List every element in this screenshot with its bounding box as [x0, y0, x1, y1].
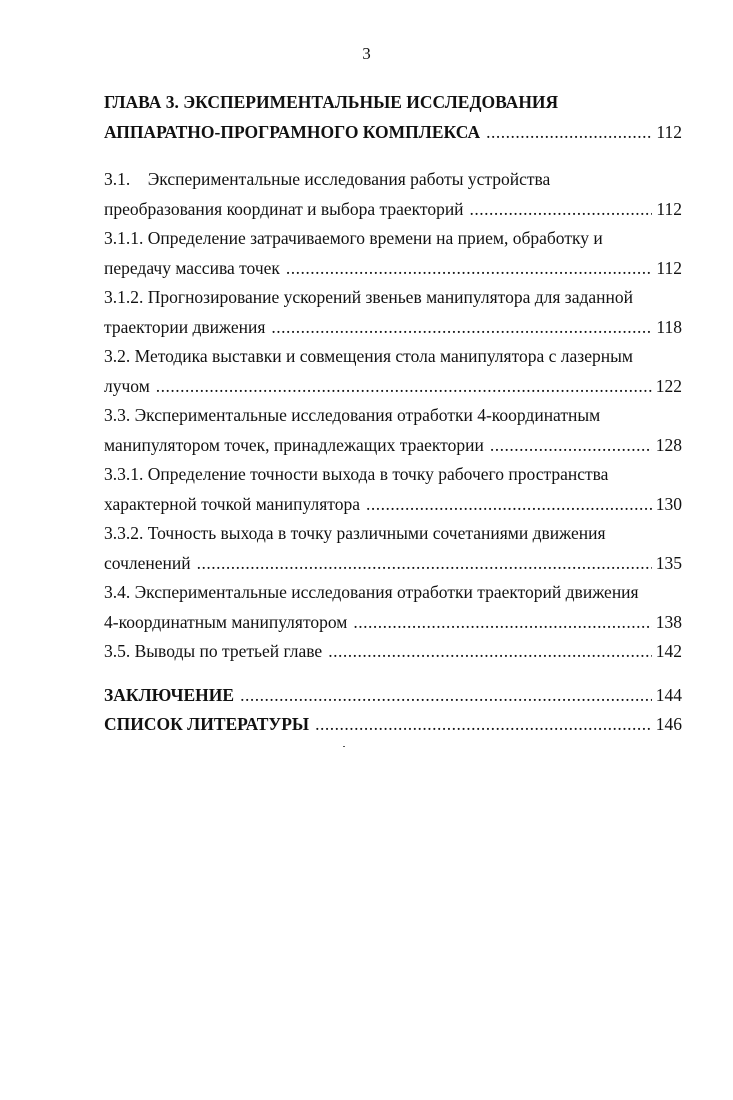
scan-speck — [343, 746, 345, 747]
toc-entry-text: АППАРАТНО-ПРОГРАМНОГО КОМПЛЕКСА — [104, 121, 481, 142]
toc-page-number: 138 — [655, 611, 682, 632]
table-of-contents — [104, 88, 682, 740]
toc-entry-text: преобразования координат и выбора траекторий — [104, 198, 464, 219]
toc-entry-text: манипулятором точек, принадлежащих траектории — [104, 434, 484, 455]
toc-entry-text: характерной точкой манипулятора — [104, 493, 360, 514]
toc-section-3-3-1 — [104, 460, 682, 519]
toc-entry-text: 3.4. Экспериментальные исследования отработки траекторий движения — [104, 582, 639, 602]
dot-leader — [486, 118, 652, 148]
dot-leader — [470, 195, 653, 225]
toc-chapter-3 — [104, 88, 682, 147]
toc-entry-text: траектории движения — [104, 316, 266, 337]
toc-section-3-1-2 — [104, 283, 682, 342]
dot-leader — [366, 490, 652, 520]
toc-section-3-4 — [104, 578, 682, 637]
toc-entry-text: 3.1.2. Прогнозирование ускорений звеньев манипулятора для заданной — [104, 287, 633, 307]
dot-leader — [286, 254, 652, 284]
toc-page-number: 130 — [655, 493, 682, 514]
dot-leader — [490, 431, 652, 461]
page-number: 3 — [362, 44, 371, 63]
toc-page-number: 122 — [655, 375, 682, 396]
toc-entry-text: СПИСОК ЛИТЕРАТУРЫ — [104, 714, 310, 734]
toc-entry-text: 3.1. Экспериментальные исследования работы устройства — [104, 169, 551, 189]
toc-entry-text: лучом — [104, 375, 150, 396]
dot-leader — [271, 313, 652, 343]
toc-entry-text: ГЛАВА 3. ЭКСПЕРИМЕНТАЛЬНЫЕ ИССЛЕДОВАНИЯ — [104, 92, 559, 112]
toc-page-number: 112 — [656, 121, 682, 142]
toc-section-3-1-1 — [104, 224, 682, 283]
toc-page-number: 112 — [656, 257, 682, 278]
toc-section-3-2 — [104, 342, 682, 401]
toc-section-3-5 — [104, 637, 682, 667]
dot-leader — [156, 372, 652, 402]
toc-references — [104, 710, 682, 740]
dot-leader — [240, 681, 652, 711]
toc-section-3-3-2 — [104, 519, 682, 578]
dot-leader — [353, 608, 651, 638]
toc-conclusion — [104, 681, 682, 711]
toc-entry-text: передачу массива точек — [104, 257, 280, 278]
toc-section-3-1 — [104, 165, 682, 224]
dot-leader — [197, 549, 652, 579]
dot-leader — [315, 710, 652, 740]
toc-entry-text: 3.2. Методика выставки и совмещения стола манипулятора с лазерным — [104, 346, 633, 366]
toc-page-number: 128 — [655, 434, 682, 455]
toc-page-number: 144 — [655, 684, 682, 705]
toc-entry-text: 3.3.1. Определение точности выхода в точку рабочего пространства — [104, 464, 609, 484]
toc-entry-text: сочленений — [104, 552, 191, 573]
toc-entry-text: 3.3.2. Точность выхода в точку различными сочетаниями движения — [104, 523, 606, 543]
toc-entry-text: ЗАКЛЮЧЕНИЕ — [104, 684, 235, 705]
toc-entry-text: 4-координатным манипулятором — [104, 611, 348, 632]
toc-entry-text: 3.3. Экспериментальные исследования отработки 4-координатным — [104, 405, 601, 425]
toc-entry-text: 3.5. Выводы по третьей главе — [104, 641, 323, 661]
toc-page-number: 112 — [656, 198, 682, 219]
dot-leader — [328, 637, 652, 667]
toc-page-number: 135 — [655, 552, 682, 573]
toc-page-number: 118 — [656, 316, 682, 337]
toc-entry-text: 3.1.1. Определение затрачиваемого времени на прием, обработку и — [104, 228, 603, 248]
toc-page-number: 146 — [655, 714, 682, 734]
toc-page-number: 142 — [655, 641, 682, 661]
toc-section-3-3 — [104, 401, 682, 460]
